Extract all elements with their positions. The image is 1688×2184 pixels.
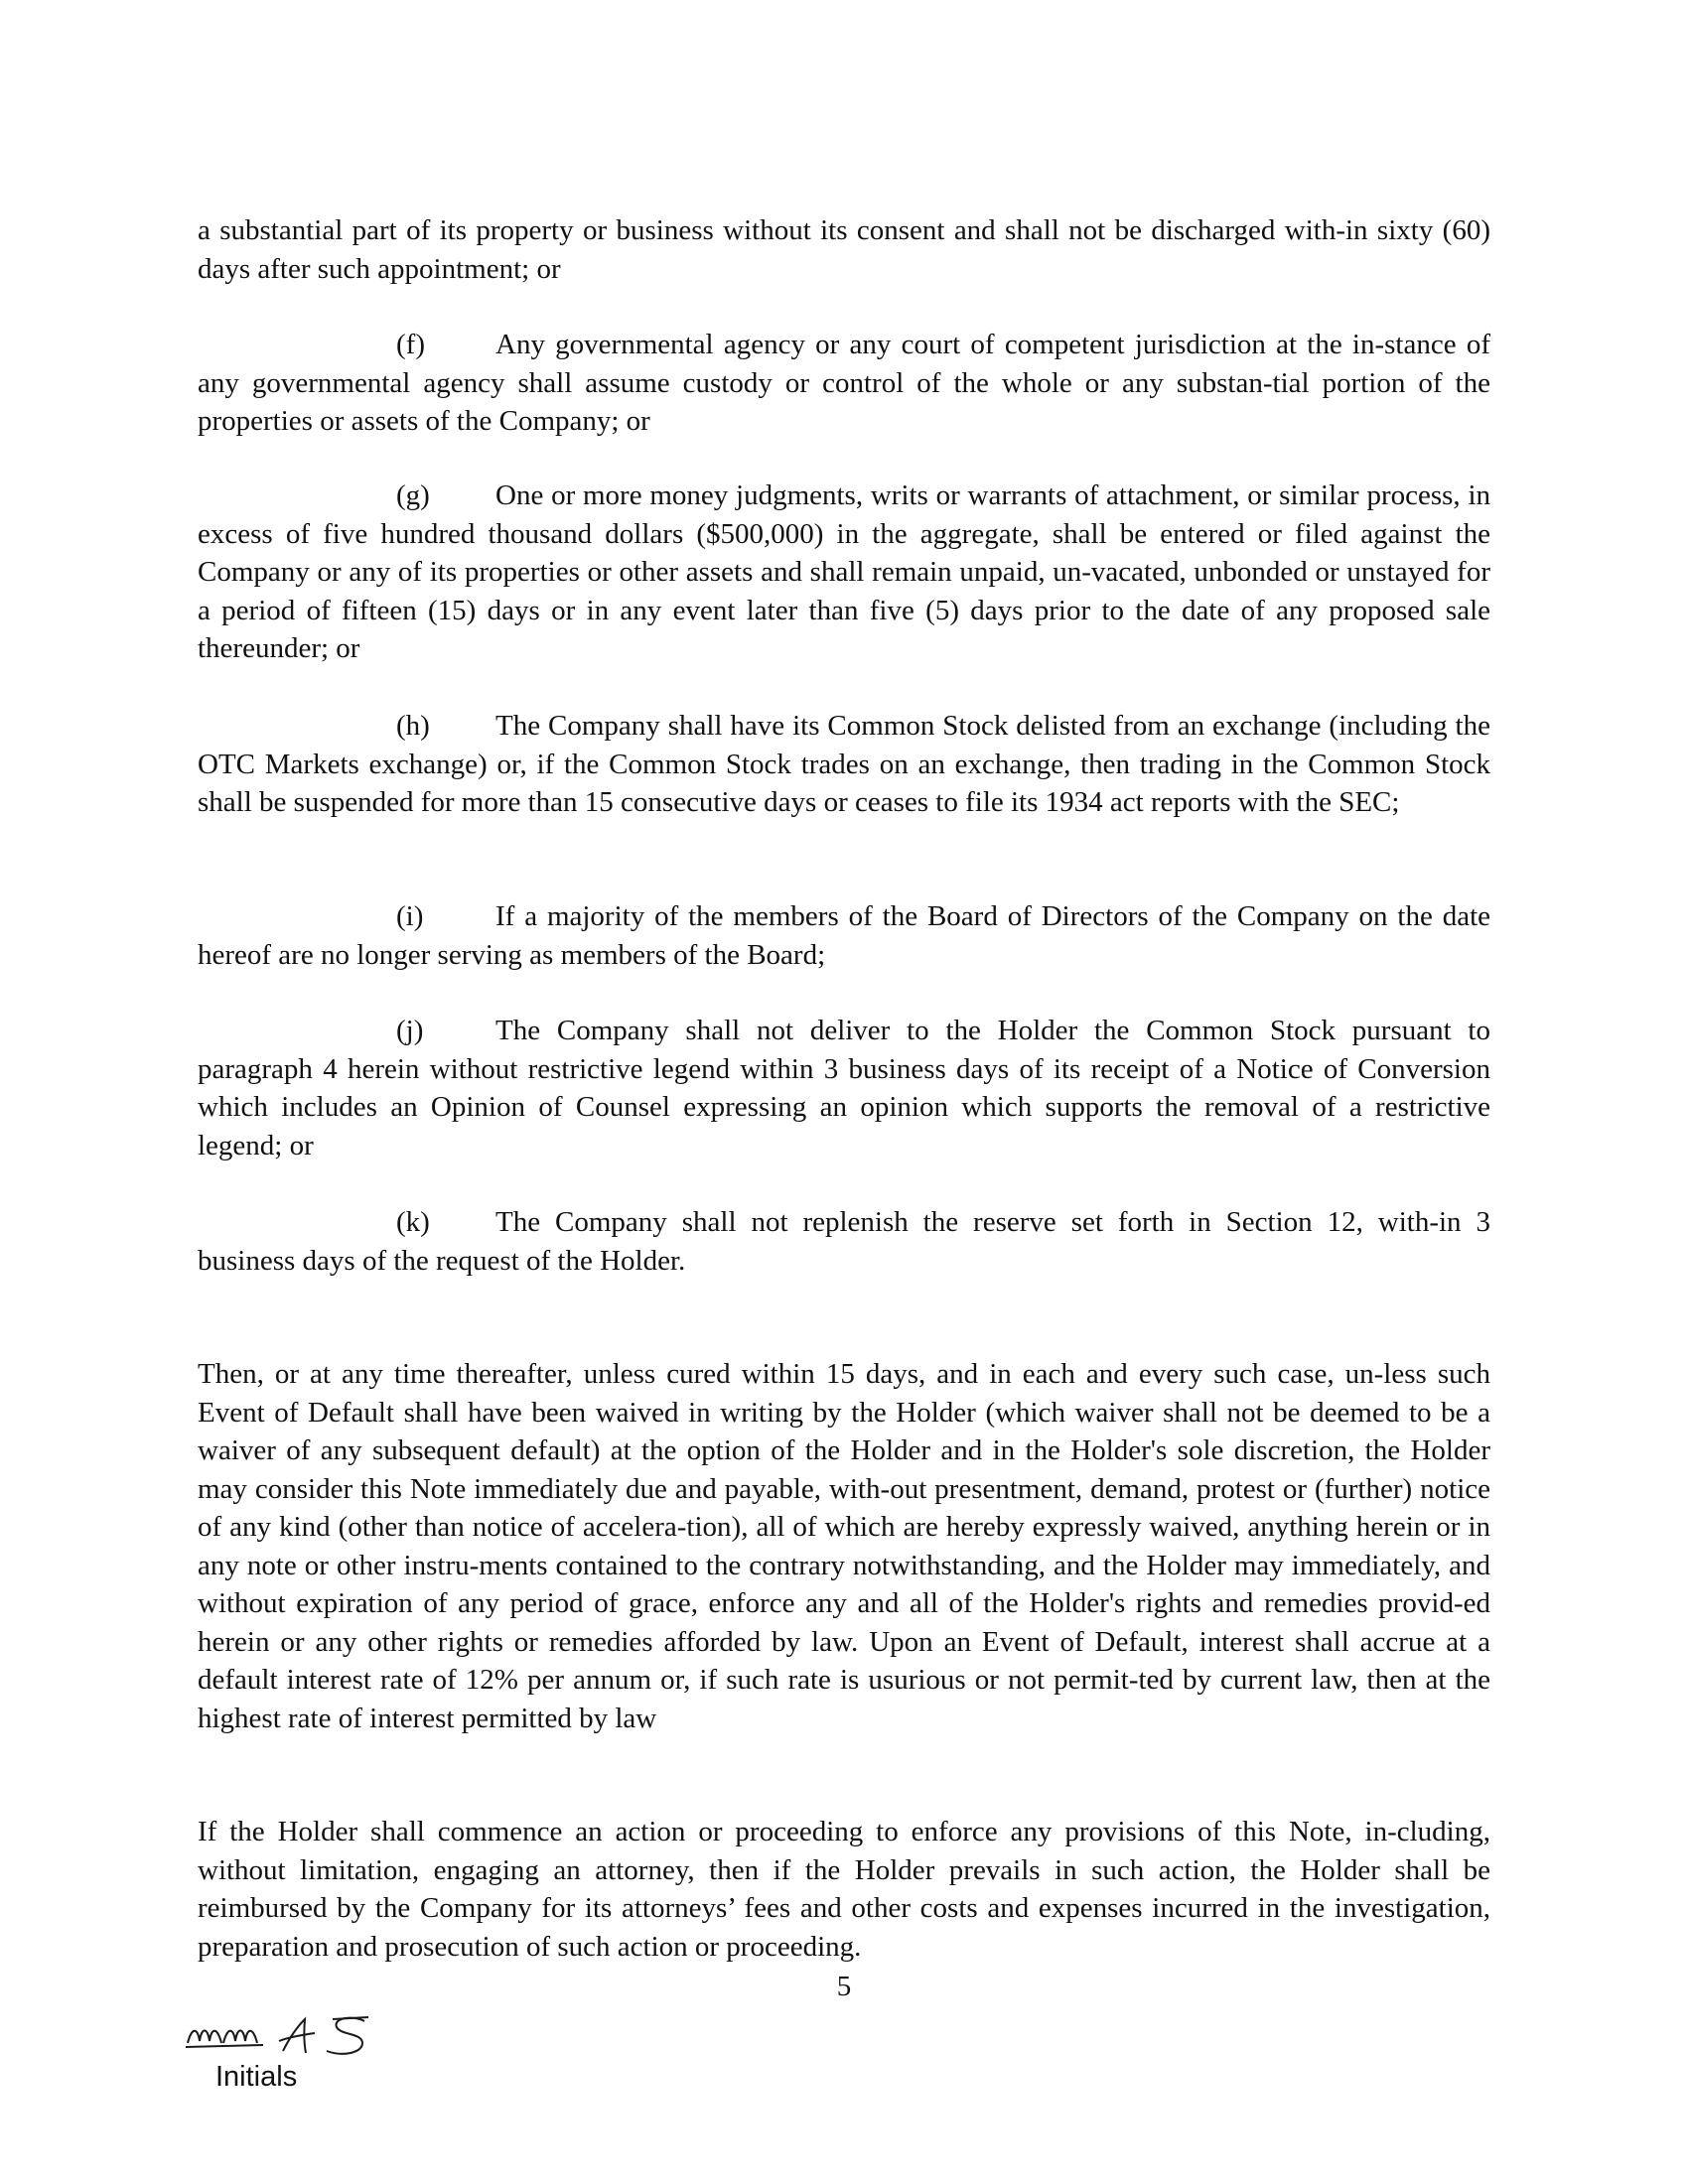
clause-j-label: (j): [396, 1015, 424, 1046]
clause-g-label: (g): [396, 479, 430, 511]
initials-block: [184, 2005, 422, 2105]
clause-h-label: (h): [396, 710, 430, 742]
handwritten-initials-signature: [184, 2005, 422, 2065]
clause-h-text: The Company shall have its Common Stock delisted from an exchange (including the OTC Markets exchange) or, if the Common Stock trades on an exchange, then trading in the Common Stock shall be suspended for more than 15 consecutive days or ceases to file its 1934 act reports with the SEC;: [198, 710, 1490, 818]
clause-g-text: One or more money judgments, writs or warrants of attachment, or similar process, in excess of five hundred thousand dollars ($500,000) in the aggregate, shall be entered or filed against the Company or any of its properties or other assets and shall remain unpaid, un-vacated, unbonded or unstayed for a period of fifteen (15) days or in any event later than five (5) days prior to the date of any proposed sale thereunder; or: [198, 479, 1490, 664]
clause-i-text: If a majority of the members of the Board of Directors of the Company on the date hereof are no longer serving as members of the Board;: [198, 900, 1490, 971]
clause-f-text: Any governmental agency or any court of competent jurisdiction at the in-stance of any governmental agency shall assume custody or control of the whole or any substan-tial portion of the properties or assets of the Company; or: [198, 329, 1490, 437]
clause-k: [198, 1203, 1490, 1280]
intro-paragraph: a substantial part of its property or business without its consent and shall not be discharged with-in sixty (60) days after such appointment; or: [198, 214, 1490, 285]
clause-f-label: (f): [396, 329, 425, 360]
clause-k-text: The Company shall not replenish the reserve set forth in Section 12, with-in 3 business days of the request of the Holder.: [198, 1206, 1490, 1277]
clause-j-text: The Company shall not deliver to the Holder the Common Stock pursuant to paragraph 4 herein without restrictive legend within 3 business days of its receipt of a Notice of Conversion which includes an Opinion of Counsel expressing an opinion which supports the removal of a restrictive legend; or: [198, 1015, 1490, 1161]
attorney-fees-paragraph: If the Holder shall commence an action or proceeding to enforce any provisions of this Note, in-cluding, without limitation, engaging an attorney, then if the Holder prevails in such action, the Holder shall be reimbursed by the Company for its attorneys’ fees and other costs and expenses incurred in the investigation, preparation and prosecution of such action or proceeding.: [198, 1816, 1490, 1963]
clause-i: [198, 897, 1490, 974]
clause-k-label: (k): [396, 1206, 430, 1238]
clause-h: [198, 707, 1490, 822]
clause-g: [198, 477, 1490, 668]
page-number: 5: [836, 1971, 852, 2002]
clause-f: [198, 326, 1490, 441]
clause-j: [198, 1012, 1490, 1164]
default-paragraph: Then, or at any time thereafter, unless cured within 15 days, and in each and every such case, un-less such Event of Default shall have been waived in writing by the Holder (which waiver shall not be deemed to be a waiver of any subsequent default) at the option of the Holder and in the Holder's sole discretion, the Holder may consider this Note immediately due and payable, with-out presentment, demand, protest or (further) notice of any kind (other than notice of accelera-tion), all of which are hereby expressly waived, anything herein or in any note or other instru-ments contained to the contrary notwithstanding, and the Holder may immediately, and without expiration of any period of grace, enforce any and all of the Holder's rights and remedies provid-ed herein or any other rights or remedies afforded by law. Upon an Event of Default, interest shall accrue at a default interest rate of 12% per annum or, if such rate is usurious or not permit-ted by current law, then at the highest rate of interest permitted by law: [198, 1358, 1490, 1734]
initials-label: Initials: [215, 2061, 298, 2093]
clause-i-label: (i): [396, 900, 424, 932]
